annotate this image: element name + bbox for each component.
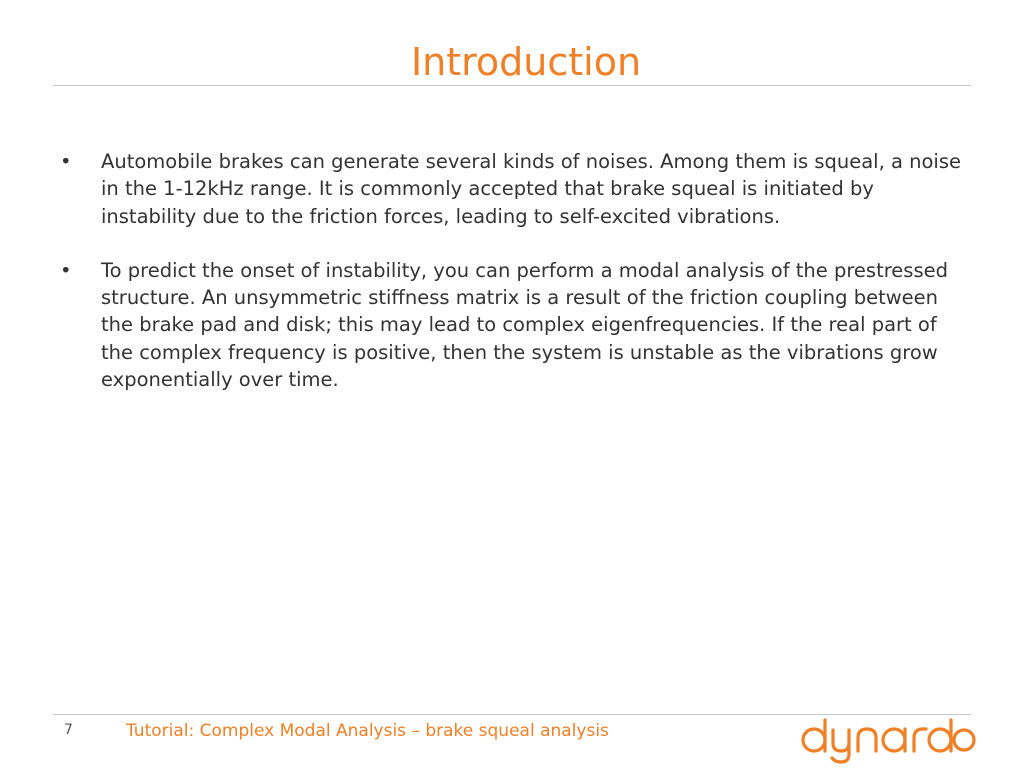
bullet-text: To predict the onset of instability, you can perform a modal analysis of the prestressed structure. An unsymmetric stiffness matrix is a result of the friction coupling between the brake pad and disk; this may lead to complex eigenfrequencies. If the real part of the complex frequency is positive, then the system is unstable as the vibrations grow exponentially over time. [101, 258, 949, 392]
footer-divider [53, 714, 971, 715]
page-number: 7 [64, 722, 73, 738]
title-divider [53, 85, 971, 86]
bullet-text: Automobile brakes can generate several kinds of noises. Among them is squeal, a noise in the 1-12kHz range. It is commonly accepted that brake squeal is initiated by instability due to the friction forces, leading to self-excited vibrations. [101, 150, 962, 228]
bullet-marker: • [60, 150, 72, 173]
bullet-item [60, 257, 970, 393]
bullet-marker: • [60, 258, 72, 282]
footer-title: Tutorial: Complex Modal Analysis – brake squeal analysis [126, 721, 609, 741]
dynardo-logo-icon [800, 716, 976, 766]
bullet-item [60, 148, 970, 230]
slide-title: Introduction [410, 40, 642, 84]
bullet-list [60, 148, 970, 420]
